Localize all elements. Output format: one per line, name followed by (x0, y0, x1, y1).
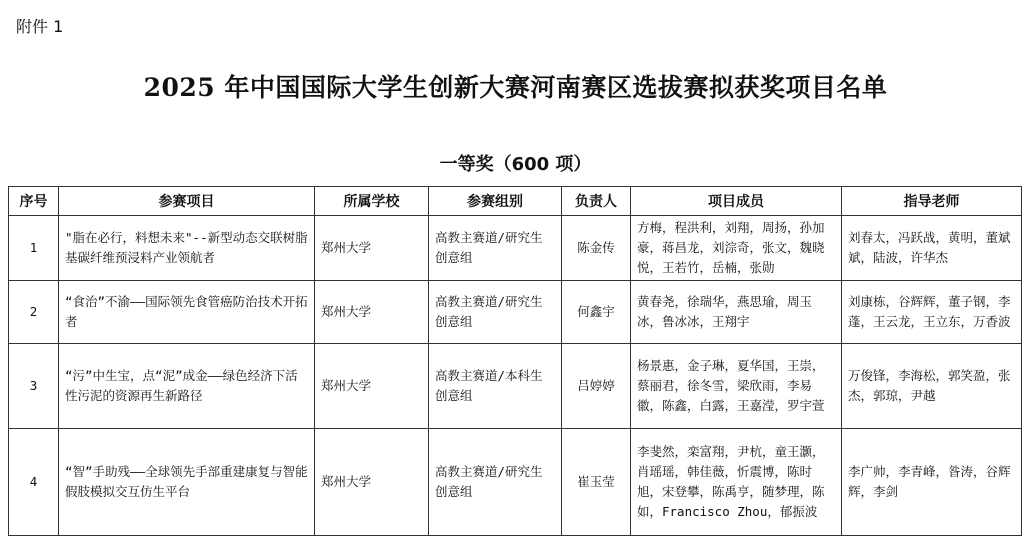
header-leader: 负责人 (562, 187, 631, 216)
cell-advisors: 李广帅，李青峰，昝涛，谷辉辉，李剑 (842, 429, 1022, 536)
cell-members: 李斐然，栾富翔，尹杭，童王灏，肖瑶瑶，韩佳薇，忻震博，陈时旭，宋登攀，陈禹亨，随梦理，陈如，Francisco Zhou，郁振波 (631, 429, 842, 536)
header-members: 项目成员 (631, 187, 842, 216)
cell-advisors: 万俊锋，李海松，郭笑盈，张杰，郭琼，尹越 (842, 344, 1022, 429)
award-table (8, 186, 1022, 536)
header-seq: 序号 (9, 187, 59, 216)
cell-group: 高教主赛道/本科生创意组 (429, 344, 562, 429)
cell-leader: 吕婷婷 (562, 344, 631, 429)
attachment-label: 附件 1 (16, 17, 64, 36)
table-row (9, 429, 1022, 536)
header-school: 所属学校 (315, 187, 429, 216)
cell-members: 方梅，程洪利，刘翔，周扬，孙加豪，蒋昌龙，刘淙奇，张文，魏晓悦，王若竹，岳楠，张勋 (631, 216, 842, 281)
cell-group: 高教主赛道/研究生创意组 (429, 281, 562, 344)
document-title: 2025 年中国国际大学生创新大赛河南赛区选拔赛拟获奖项目名单 (143, 73, 888, 102)
cell-group: 高教主赛道/研究生创意组 (429, 216, 562, 281)
table-header-row (9, 187, 1022, 216)
cell-leader: 崔玉莹 (562, 429, 631, 536)
cell-members: 黄春尧，徐瑞华，燕思瑜，周玉冰，鲁冰冰，王翔宇 (631, 281, 842, 344)
cell-project: “污”中生宝，点“泥”成金——绿色经济下活性污泥的资源再生新路径 (59, 344, 315, 429)
cell-school: 郑州大学 (315, 429, 429, 536)
cell-school: 郑州大学 (315, 281, 429, 344)
cell-seq: 2 (9, 281, 59, 344)
header-advisors: 指导老师 (842, 187, 1022, 216)
cell-school: 郑州大学 (315, 344, 429, 429)
cell-group: 高教主赛道/研究生创意组 (429, 429, 562, 536)
cell-project: “智”手助残——全球领先手部重建康复与智能假肢模拟交互仿生平台 (59, 429, 315, 536)
cell-members: 杨景惠，金子琳，夏华国，王崇，蔡丽君，徐冬雪，梁欣雨，李易徽，陈鑫，白露，王嘉滢，罗宇萱 (631, 344, 842, 429)
cell-project: “食治”不渝——国际领先食管癌防治技术开拓者 (59, 281, 315, 344)
cell-leader: 何鑫宇 (562, 281, 631, 344)
cell-seq: 1 (9, 216, 59, 281)
cell-seq: 4 (9, 429, 59, 536)
table-row (9, 216, 1022, 281)
table-row (9, 281, 1022, 344)
cell-leader: 陈金传 (562, 216, 631, 281)
cell-seq: 3 (9, 344, 59, 429)
table-row (9, 344, 1022, 429)
award-level-heading: 一等奖（600 项） (439, 154, 592, 175)
cell-project: "脂在必行，料想未来"--新型动态交联树脂基碳纤维预浸料产业领航者 (59, 216, 315, 281)
cell-school: 郑州大学 (315, 216, 429, 281)
header-group: 参赛组别 (429, 187, 562, 216)
header-project: 参赛项目 (59, 187, 315, 216)
cell-advisors: 刘春太，冯跃战，黄明，董斌斌，陆波，许华杰 (842, 216, 1022, 281)
cell-advisors: 刘康栋，谷辉辉，董子钢，李蓬，王云龙，王立东，万香波 (842, 281, 1022, 344)
